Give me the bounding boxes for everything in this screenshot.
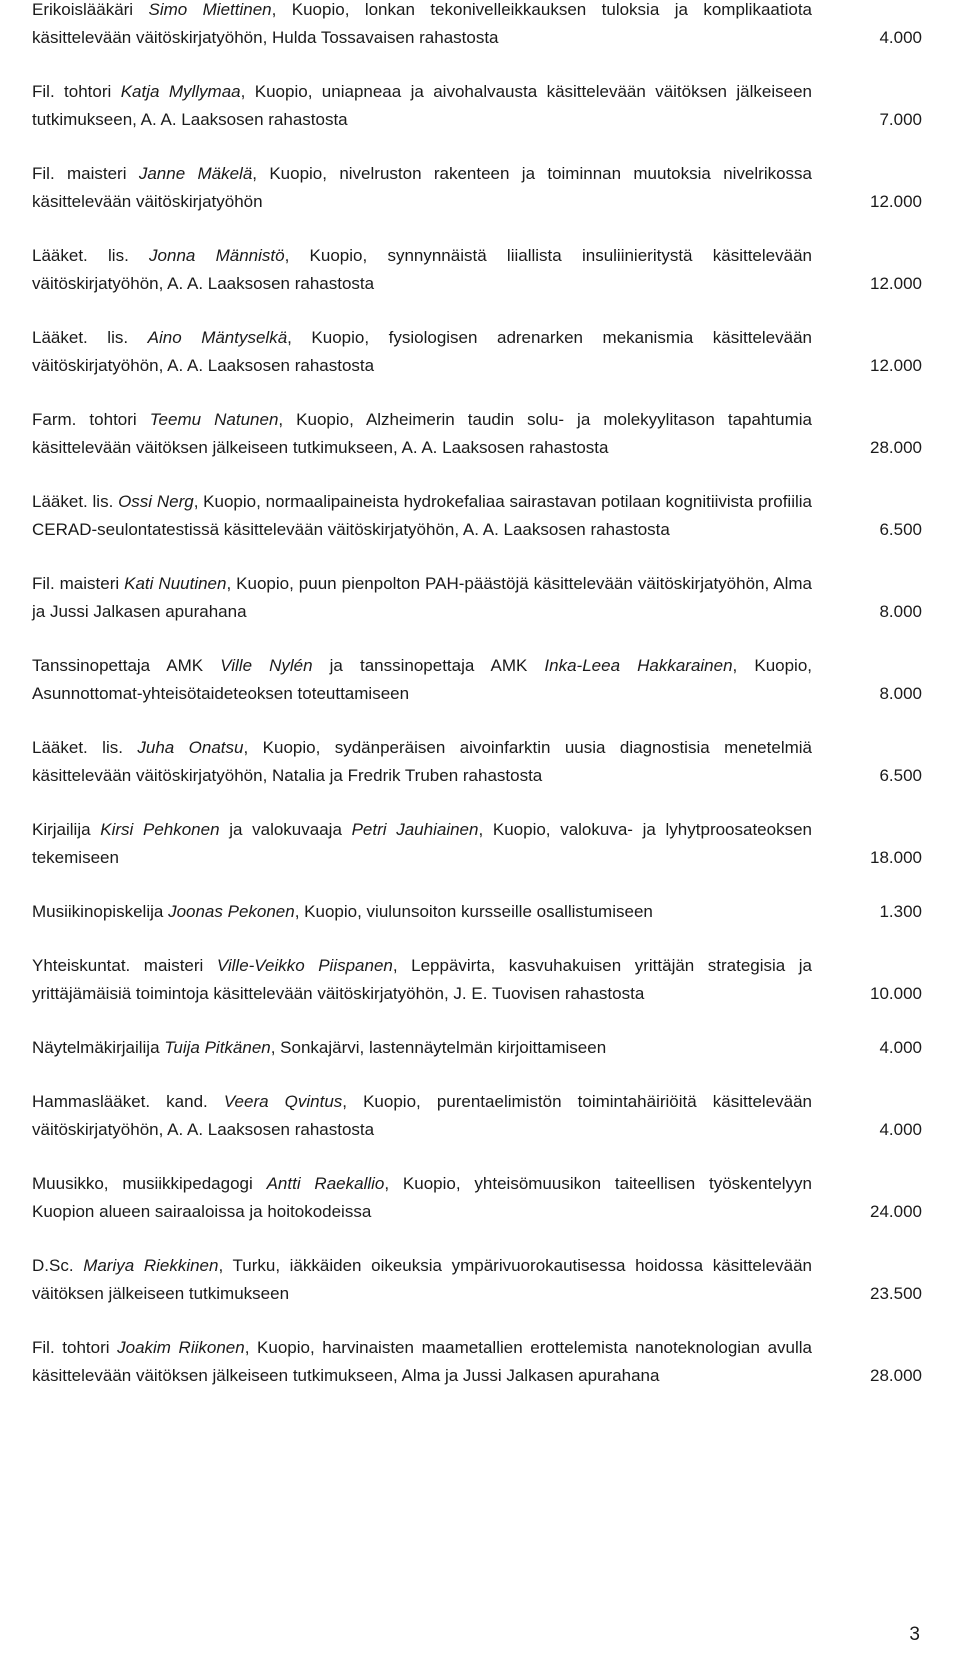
recipient-name: Ossi Nerg xyxy=(118,492,194,511)
description-text: Fil. tohtori xyxy=(32,82,121,101)
recipient-name: Janne Mäkelä xyxy=(138,164,253,183)
description-text: , Kuopio, puun pienpolton PAH-päästöjä käsittelevään väitöskirjatyöhön, Alma ja Jussi Jalkasen apurahana xyxy=(32,574,812,621)
grant-amount: 4.000 xyxy=(879,1120,922,1139)
grant-amount: 4.000 xyxy=(879,28,922,47)
description-text: Fil. maisteri xyxy=(32,574,125,593)
description-text: , Kuopio, nivelruston rakenteen ja toiminnan muutoksia nivelrikossa käsittelevään väitöskirjatyöhön xyxy=(32,164,813,211)
recipient-name: Simo Miettinen xyxy=(148,0,272,19)
grant-amount: 1.300 xyxy=(879,902,922,921)
grant-entry xyxy=(32,1334,922,1390)
description-text: Erikoislääkäri xyxy=(32,0,149,19)
grant-description xyxy=(32,652,922,708)
grant-list xyxy=(32,0,922,1390)
description-text: ja valokuvaaja xyxy=(219,820,352,839)
description-text: D.Sc. xyxy=(32,1256,84,1275)
recipient-name: Joakim Riikonen xyxy=(117,1338,245,1357)
description-text: , Kuopio, harvinaisten maametallien erottelemista nanoteknologian avulla käsittelevään väitöksen jälkeiseen tutkimukseen, Alma ja Jussi Jalkasen apurahana xyxy=(32,1338,812,1385)
description-text: Kirjailija xyxy=(32,820,101,839)
description-text: Lääket. lis. xyxy=(32,738,138,757)
recipient-name: Katja Myllymaa xyxy=(120,82,241,101)
grant-entry xyxy=(32,1088,922,1144)
grant-amount: 10.000 xyxy=(870,984,922,1003)
grant-amount: 24.000 xyxy=(870,1202,922,1221)
grant-entry xyxy=(32,1170,922,1226)
description-text: , Leppävirta, kasvuhakuisen yrittäjän strategisia ja yrittäjämäisiä toimintoja käsittelevään väitöskirjatyöhön, J. E. Tuovisen rahastosta xyxy=(32,956,812,1003)
grant-entry xyxy=(32,242,922,298)
grant-amount: 6.500 xyxy=(879,520,922,539)
grant-description xyxy=(32,570,922,626)
recipient-name: Juha Onatsu xyxy=(137,738,244,757)
grant-description xyxy=(32,816,922,872)
description-text: Yhteiskuntat. maisteri xyxy=(32,956,217,975)
grant-description xyxy=(32,734,922,790)
recipient-name: Inka-Leea Hakkarainen xyxy=(544,656,733,675)
description-text: Näytelmäkirjailija xyxy=(32,1038,165,1057)
grant-description xyxy=(32,160,922,216)
description-text: Fil. maisteri xyxy=(32,164,139,183)
grant-amount: 12.000 xyxy=(870,192,922,211)
description-text: , Kuopio, Alzheimerin taudin solu- ja molekyylitason tapahtumia käsittelevään väitöksen jälkeiseen tutkimukseen, A. A. Laaksosen rahastosta xyxy=(32,410,812,457)
grant-description xyxy=(32,324,922,380)
description-text: , Kuopio, sydänperäisen aivoinfarktin uusia diagnostisia menetelmiä käsittelevään väitöskirjatyöhön, Natalia ja Fredrik Truben rahastosta xyxy=(32,738,812,785)
grant-description xyxy=(32,406,922,462)
recipient-name: Jonna Männistö xyxy=(149,246,285,265)
description-text: , Turku, iäkkäiden oikeuksia ympärivuorokautisessa hoidossa käsittelevään väitöksen jälkeiseen tutkimukseen xyxy=(32,1256,812,1303)
recipient-name: Aino Mäntyselkä xyxy=(147,328,288,347)
recipient-name: Tuija Pitkänen xyxy=(164,1038,271,1057)
grant-amount: 8.000 xyxy=(879,684,922,703)
recipient-name: Antti Raekallio xyxy=(266,1174,385,1193)
grant-entry xyxy=(32,324,922,380)
recipient-name: Kirsi Pehkonen xyxy=(100,820,220,839)
grant-amount: 7.000 xyxy=(879,110,922,129)
grant-description xyxy=(32,1088,922,1144)
description-text: Lääket. lis. xyxy=(32,328,148,347)
grant-entry xyxy=(32,570,922,626)
recipient-name: Ville-Veikko Piispanen xyxy=(216,956,393,975)
grant-amount: 18.000 xyxy=(870,848,922,867)
grant-amount: 8.000 xyxy=(879,602,922,621)
grant-entry xyxy=(32,1252,922,1308)
recipient-name: Veera Qvintus xyxy=(223,1092,343,1111)
recipient-name: Ville Nylén xyxy=(220,656,313,675)
grant-entry xyxy=(32,898,922,926)
grant-entry xyxy=(32,816,922,872)
grant-description xyxy=(32,0,922,52)
description-text: , Kuopio, valokuva- ja lyhytproosateoksen tekemiseen xyxy=(32,820,813,867)
recipient-name: Kati Nuutinen xyxy=(124,574,227,593)
grant-entry xyxy=(32,0,922,52)
grant-description xyxy=(32,898,922,926)
recipient-name: Joonas Pekonen xyxy=(168,902,295,921)
page-number: 3 xyxy=(909,1624,920,1645)
grant-description xyxy=(32,242,922,298)
description-text: Musiikinopiskelija xyxy=(32,902,169,921)
grant-entry xyxy=(32,1034,922,1062)
grant-entry xyxy=(32,952,922,1008)
grant-description xyxy=(32,952,922,1008)
description-text: , Kuopio, fysiologisen adrenarken mekanismia käsittelevään väitöskirjatyöhön, A. A. Laaksosen rahastosta xyxy=(32,328,812,375)
description-text: , Sonkajärvi, lastennäytelmän kirjoittamiseen xyxy=(270,1038,607,1057)
grant-entry xyxy=(32,406,922,462)
grant-description xyxy=(32,1034,922,1062)
grant-amount: 23.500 xyxy=(870,1284,922,1303)
description-text: Lääket. lis. xyxy=(32,246,150,265)
description-text: Muusikko, musiikkipedagogi xyxy=(32,1174,267,1193)
grant-amount: 28.000 xyxy=(870,1366,922,1385)
grant-amount: 12.000 xyxy=(870,356,922,375)
grant-entry xyxy=(32,78,922,134)
description-text: Farm. tohtori xyxy=(32,410,150,429)
grant-description xyxy=(32,1334,922,1390)
grant-description xyxy=(32,1252,922,1308)
description-text: ja tanssinopettaja AMK xyxy=(312,656,545,675)
description-text: Fil. tohtori xyxy=(32,1338,118,1357)
recipient-name: Mariya Riekkinen xyxy=(83,1256,219,1275)
description-text: Lääket. lis. xyxy=(32,492,119,511)
grant-amount: 28.000 xyxy=(870,438,922,457)
grant-entry xyxy=(32,734,922,790)
grant-entry xyxy=(32,160,922,216)
recipient-name: Petri Jauhiainen xyxy=(351,820,479,839)
description-text: , Kuopio, yhteisömuusikon taiteellisen työskentelyyn Kuopion alueen sairaaloissa ja hoitokodeissa xyxy=(32,1174,813,1221)
grant-amount: 6.500 xyxy=(879,766,922,785)
grant-description xyxy=(32,488,922,544)
description-text: , Kuopio, purentaelimistön toimintahäiriöitä käsittelevään väitöskirjatyöhön, A. A. Laaksosen rahastosta xyxy=(32,1092,813,1139)
grant-description xyxy=(32,1170,922,1226)
description-text: , Kuopio, lonkan tekonivelleikkauksen tuloksia ja komplikaatiota käsittelevään väitöskirjatyöhön, Hulda Tossavaisen rahastosta xyxy=(32,0,813,47)
grant-entry xyxy=(32,488,922,544)
description-text: , Kuopio, viulunsoiton kursseille osallistumiseen xyxy=(294,902,653,921)
description-text: Hammaslääket. kand. xyxy=(32,1092,224,1111)
description-text: , Kuopio, normaalipaineista hydrokefaliaa sairastavan potilaan kognitiivista profiilia CERAD-seulontatestissä käsittelevään väitöskirjatyöhön, A. A. Laaksosen rahastosta xyxy=(32,492,812,539)
grant-entry xyxy=(32,652,922,708)
recipient-name: Teemu Natunen xyxy=(149,410,279,429)
grant-amount: 12.000 xyxy=(870,274,922,293)
description-text: Tanssinopettaja AMK xyxy=(32,656,221,675)
grant-description xyxy=(32,78,922,134)
grant-amount: 4.000 xyxy=(879,1038,922,1057)
description-text: , Kuopio, synnynnäistä liiallista insuliinieritystä käsittelevään väitöskirjatyöhön, A. A. Laaksosen rahastosta xyxy=(32,246,812,293)
description-text: , Kuopio, Asunnottomat-yhteisötaideteoksen toteuttamiseen xyxy=(32,656,813,703)
description-text: , Kuopio, uniapneaa ja aivohalvausta käsittelevään väitöksen jälkeiseen tutkimukseen, A. A. Laaksosen rahastosta xyxy=(32,82,813,129)
